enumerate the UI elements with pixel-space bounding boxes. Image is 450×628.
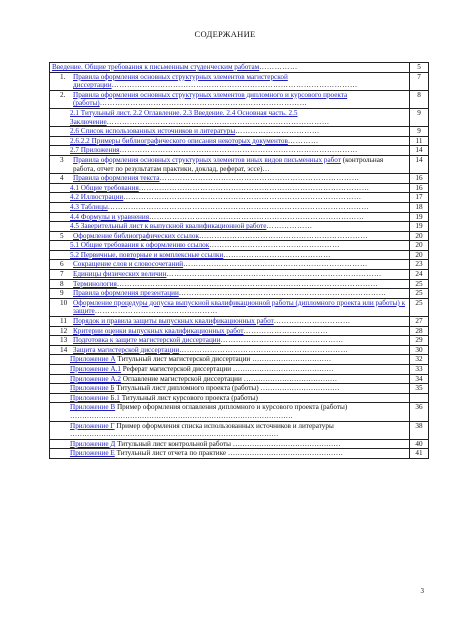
toc-entry-cell [50, 317, 410, 327]
toc-entry-link[interactable]: Правила оформления основных структурных элементов иных видов письменных работ [73, 155, 341, 164]
toc-row [50, 326, 429, 336]
toc-page-number: 38 [410, 421, 429, 439]
toc-entry-number: 7 [60, 270, 64, 279]
toc-entry-text: (контрольная работа, отчет по результатам практики, доклад, реферат, эссе) [73, 155, 384, 173]
toc-entry-text: ………… [287, 136, 319, 145]
toc-page-number: 20 [410, 250, 429, 260]
toc-row [50, 108, 429, 126]
toc-entry-text: ………………………………………………………………………… [149, 212, 365, 221]
toc-entry-link[interactable]: 2.6.2.2 Примеры библиографического описания некоторых документов [70, 136, 288, 145]
toc-row [50, 365, 429, 375]
toc-page-number: 9 [410, 127, 429, 137]
toc-entry-text: ……………………………………………………………………… [99, 99, 308, 108]
toc-entry-text: Титульный лист курсового проекта (работы) [119, 393, 258, 402]
toc-entry-cell [50, 212, 410, 222]
toc-page-number: 20 [410, 241, 429, 251]
toc-entry-text: ………………………………………………………………………………… [119, 146, 358, 155]
toc-entry-link[interactable]: Приложение Е [70, 449, 115, 458]
toc-entry-link[interactable]: Терминология [73, 279, 117, 288]
toc-entry-cell [50, 108, 410, 126]
toc-row [50, 336, 429, 346]
toc-entry-text: Титульный лист магистерской диссертации …………………………… [115, 355, 332, 364]
toc-page-number: 17 [410, 193, 429, 203]
toc-entry-cell [50, 72, 410, 90]
toc-entry-number: 14 [60, 345, 68, 354]
toc-entry-number: 2. [60, 90, 66, 99]
toc-page-number: 23 [410, 260, 429, 270]
toc-entry-number: 12 [60, 326, 68, 335]
toc-row [50, 439, 429, 449]
toc-entry-text: Оглавление магистерской диссертации ………………………………… [120, 374, 338, 383]
toc-page-number: 9 [410, 108, 429, 126]
toc-page-number: 14 [410, 146, 429, 156]
toc-entry-link[interactable]: Приложение Б [70, 384, 115, 393]
toc-row [50, 202, 429, 212]
toc-entry-cell [50, 279, 410, 289]
toc-entry-text: Реферат магистерской диссертации …………………………………… [120, 365, 334, 373]
toc-entry-cell [50, 421, 410, 439]
toc-page-number: 19 [410, 222, 429, 232]
toc-entry-text: …………………………… [243, 326, 329, 335]
toc-entry-link[interactable]: Правила оформления текста [73, 174, 160, 183]
toc-entry-link[interactable]: Приложение Б.1 [70, 393, 120, 402]
toc-entry-number: 6 [60, 260, 64, 269]
toc-entry-link[interactable]: Приложение В [70, 403, 116, 412]
toc-row [50, 260, 429, 270]
page-number: 3 [420, 587, 424, 595]
toc-entry-link[interactable]: 2.1 Титульный лист. 2.2 Оглавление. 2.3 Введение. 2.4 Основная часть. 2.5 Заключение [70, 108, 298, 126]
toc-entry-cell [50, 326, 410, 336]
toc-row [50, 270, 429, 280]
toc-entry-cell [50, 146, 410, 156]
toc-page-number: 35 [410, 384, 429, 394]
toc-entry-cell [50, 231, 410, 241]
toc-entry-link[interactable]: Оформление процедуры допуска выпускной квалификационной работы (дипломного проекта или работы) к защите [73, 298, 406, 316]
toc-entry-link[interactable]: Приложение Г [70, 421, 115, 430]
toc-entry-link[interactable]: Приложение Д [70, 439, 116, 448]
toc-entry-cell [50, 365, 410, 375]
toc-entry-cell [50, 384, 410, 394]
toc-entry-text: …………… [259, 63, 298, 71]
toc-entry-link[interactable]: Правила оформления основных структурных элементов магистерской диссертации [73, 72, 288, 90]
toc-entry-number: 1. [60, 72, 66, 81]
toc-entry-link[interactable]: Единицы физических величин [73, 270, 167, 279]
toc-entry-text: ……………………………………………………………………………… [138, 183, 370, 192]
toc-entry-link[interactable]: Правила оформления основных структурных элементов дипломного и курсового проекта (работы) [73, 90, 348, 108]
toc-row [50, 136, 429, 146]
toc-entry-text: ………………………………………………………………………… [166, 270, 382, 279]
toc-page-number: 5 [410, 63, 429, 73]
toc-entry-cell [50, 336, 410, 346]
toc-entry-cell [50, 63, 410, 73]
toc-row [50, 279, 429, 289]
toc-entry-text: ……………… [266, 222, 313, 231]
toc-row [50, 146, 429, 156]
toc-page-number: 28 [410, 326, 429, 336]
toc-entry-link[interactable]: Оформление библиографических ссылок [73, 231, 199, 240]
toc-entry-link[interactable]: Правила оформления презентации [73, 289, 179, 298]
toc-entry-text: ………………………………………………………… [179, 345, 349, 354]
toc-entry-cell [50, 250, 410, 260]
toc-entry-text: ………………………… [273, 317, 351, 326]
toc-entry-cell [50, 439, 410, 449]
toc-page-number: 32 [410, 355, 429, 365]
toc-entry-text: Пример оформления списка использованных источников и литературы …………………………………………………………………………… [70, 421, 334, 439]
toc-row [50, 183, 429, 193]
toc-page-number: 29 [410, 336, 429, 346]
toc-entry-cell [50, 403, 410, 421]
toc-entry-text: …………………………………………………………………………… [106, 117, 330, 126]
toc-entry-text: ………………………………………… [220, 336, 344, 345]
toc-entry-text: …………………………………… [223, 250, 331, 259]
toc-entry-link[interactable]: Порядок и правила защиты выпускных квалификационных работ [73, 317, 274, 326]
toc-entry-link[interactable]: Приложение А [70, 355, 116, 364]
toc-page-number: 25 [410, 289, 429, 299]
toc-entry-text: Титульный лист контрольной работы ……………………………………… [115, 439, 341, 448]
toc-entry-number: 8 [60, 279, 64, 288]
toc-row [50, 212, 429, 222]
toc-entry-number: 11 [60, 317, 67, 326]
toc-entry-text: …………………………………………………………………………………… [111, 81, 358, 90]
toc-entry-text: ………………………………………………………………………………………… [107, 202, 370, 211]
toc-entry-cell [50, 90, 410, 108]
toc-row [50, 90, 429, 108]
toc-row [50, 127, 429, 137]
toc-row [50, 345, 429, 355]
toc-page-number: 34 [410, 374, 429, 384]
toc-entry-text: Титульный лист отчета по практике ………………………………………… [114, 449, 343, 458]
toc-entry-cell [50, 393, 410, 403]
toc-entry-number: 10 [60, 298, 68, 307]
toc-entry-cell [50, 193, 410, 203]
toc-entry-cell [50, 127, 410, 137]
toc-entry-link[interactable]: Приложение А.2 [70, 374, 121, 383]
toc-entry-cell [50, 222, 410, 232]
toc-page-number: 8 [410, 90, 429, 108]
toc-row [50, 374, 429, 384]
toc-page-number: 36 [410, 403, 429, 421]
toc-page-number: 27 [410, 317, 429, 327]
toc-entry-text: ………………………………………… [94, 307, 218, 316]
toc-entry-text: Пример оформления оглавления дипломного и курсового проекта (работы) ………………………………………………………………………………… [70, 403, 348, 420]
toc-row [50, 72, 429, 90]
toc-row [50, 193, 429, 203]
toc-row [50, 421, 429, 439]
toc-page-number: 16 [410, 174, 429, 184]
toc-body [50, 63, 429, 459]
toc-entry-link[interactable]: 2.7 Приложения [70, 146, 120, 155]
toc-row [50, 355, 429, 365]
toc-page-number: 40 [410, 439, 429, 449]
toc-page-number: 41 [410, 449, 429, 459]
toc-entry-number: 4 [60, 174, 64, 183]
toc-entry-text: … [262, 164, 271, 173]
toc-entry-link[interactable]: Введение. Общие требования к письменным студенческим работам [52, 63, 260, 71]
toc-row [50, 63, 429, 73]
toc-entry-link[interactable]: 4.1 Общие требования [70, 183, 139, 192]
toc-entry-number: 5 [60, 231, 64, 240]
toc-entry-link[interactable]: 2.6 Список использованных источников и литературы [70, 127, 236, 136]
toc-row [50, 289, 429, 299]
toc-entry-number: 13 [60, 336, 68, 345]
toc-page-number [410, 393, 429, 403]
toc-row [50, 241, 429, 251]
toc-row [50, 449, 429, 459]
toc-row [50, 403, 429, 421]
toc-page-number: 20 [410, 231, 429, 241]
toc-entry-link[interactable]: Сокращение слов и словосочетаний [73, 260, 184, 269]
toc-entry-link[interactable]: Приложение А.1 [70, 365, 121, 373]
toc-page-number: 7 [410, 72, 429, 90]
toc-page-number: 25 [410, 298, 429, 316]
toc-entry-cell [50, 241, 410, 251]
toc-page-number: 24 [410, 270, 429, 280]
toc-entry-link[interactable]: Подготовка к защите магистерской диссертации [73, 336, 221, 345]
toc-entry-link[interactable]: 4.5 Заверительный лист к выпускной квалификационной работе [70, 222, 267, 231]
toc-entry-link[interactable]: 5.2 Первичные, повторные и комплексные ссылки [70, 250, 224, 259]
toc-row [50, 155, 429, 173]
toc-entry-text: ………………………………………………………………………………… [123, 193, 362, 202]
toc-entry-text: …………………………………………………………………… [159, 174, 360, 183]
toc-page-number: 18 [410, 202, 429, 212]
toc-entry-link[interactable]: 4.2 Иллюстрации [70, 193, 124, 202]
toc-page-number: 25 [410, 279, 429, 289]
page-title: СОДЕРЖАНИЕ [194, 29, 256, 39]
toc-row [50, 174, 429, 184]
toc-entry-link[interactable]: Защита магистерской диссертации [73, 345, 180, 354]
toc-entry-cell [50, 183, 410, 193]
toc-table [49, 62, 429, 459]
toc-row [50, 250, 429, 260]
toc-page-number: 16 [410, 183, 429, 193]
toc-row [50, 222, 429, 232]
toc-entry-cell [50, 355, 410, 365]
toc-page-number: 33 [410, 365, 429, 375]
toc-entry-cell [50, 298, 410, 316]
toc-entry-cell [50, 155, 410, 173]
toc-entry-text: …………………………………………… [209, 241, 340, 250]
toc-entry-cell [50, 136, 410, 146]
toc-entry-text: …………………………… [235, 127, 320, 136]
toc-entry-cell [50, 374, 410, 384]
toc-entry-text: Титульный лист дипломного проекта (работы) …………………………… [114, 384, 340, 393]
toc-page-number: 19 [410, 212, 429, 222]
toc-entry-text: ……………………………………………………………… [183, 260, 368, 269]
toc-entry-text: ………………………………………………………………………………………… [116, 279, 379, 288]
toc-entry-cell [50, 270, 410, 280]
toc-entry-cell [50, 174, 410, 184]
toc-entry-cell [50, 345, 410, 355]
toc-page-number: 11 [410, 136, 429, 146]
toc-entry-cell [50, 260, 410, 270]
toc-row [50, 384, 429, 394]
toc-entry-number: 9 [60, 289, 64, 298]
toc-entry-link[interactable]: 4.4 Формулы и уравнения [70, 212, 150, 221]
toc-row [50, 298, 429, 316]
toc-entry-text: ……………………………………………………………………… [178, 289, 387, 298]
toc-entry-text: ………………………………………………………… [198, 231, 369, 240]
toc-entry-number: 3 [60, 155, 64, 164]
toc-entry-cell [50, 289, 410, 299]
toc-page-number: 14 [410, 155, 429, 173]
toc-row [50, 393, 429, 403]
toc-row [50, 231, 429, 241]
toc-page-number: 30 [410, 345, 429, 355]
toc-entry-link[interactable]: Критерии оценки выпускных квалификационных работ [73, 326, 244, 335]
toc-row [50, 317, 429, 327]
toc-entry-cell [50, 449, 410, 459]
toc-entry-link[interactable]: 5.1 Общие требования к оформлению ссылок [70, 241, 210, 250]
toc-entry-link[interactable]: 4.3 Таблицы [70, 202, 108, 211]
toc-entry-cell [50, 202, 410, 212]
